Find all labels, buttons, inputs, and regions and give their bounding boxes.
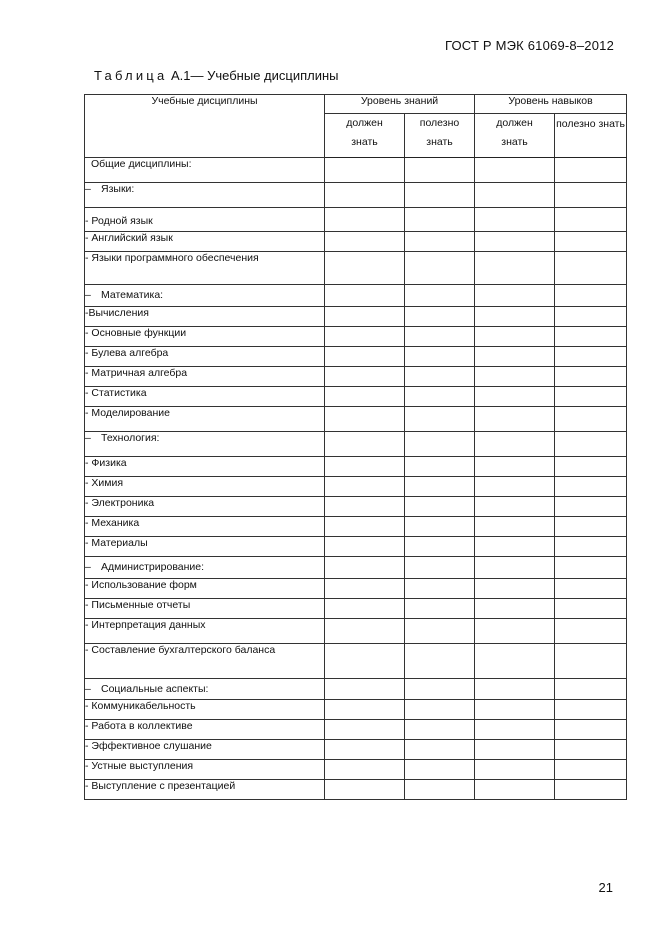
list-item: - Английский язык: [85, 232, 325, 252]
knowledge-level-header: Уровень знаний: [325, 95, 475, 114]
table-row: [85, 232, 627, 252]
table-row: [85, 327, 627, 347]
list-item: - Языки программного обеспечения: [85, 252, 325, 285]
table-row: [85, 347, 627, 367]
table-row: [85, 477, 627, 497]
list-item: - Механика: [85, 517, 325, 537]
caption-word: Таблица: [94, 68, 168, 83]
table-row: [85, 760, 627, 780]
table-row: [85, 579, 627, 599]
list-item: - Эффективное слушание: [85, 740, 325, 760]
category-technology: – Технология:: [85, 432, 325, 457]
list-item: - Материалы: [85, 537, 325, 557]
caption-title: А.1— Учебные дисциплины: [171, 68, 339, 83]
knowledge-must-know-header: должен знать: [325, 114, 405, 158]
category-general: Общие дисциплины:: [85, 158, 325, 183]
list-item: - Электроника: [85, 497, 325, 517]
list-item: - Статистика: [85, 387, 325, 407]
table-row: [85, 285, 627, 307]
list-item: - Работа в коллективе: [85, 720, 325, 740]
page-number: 21: [598, 880, 613, 895]
table-row: [85, 679, 627, 700]
table-row: [85, 557, 627, 579]
table-row: [85, 780, 627, 800]
category-math: – Математика:: [85, 285, 325, 307]
table-row: [85, 432, 627, 457]
table-row: [85, 183, 627, 208]
list-item: - Булева алгебра: [85, 347, 325, 367]
list-item: - Устные выступления: [85, 760, 325, 780]
skills-level-header: Уровень навыков: [475, 95, 627, 114]
table-row: [85, 457, 627, 477]
list-item: - Использование форм: [85, 579, 325, 599]
disciplines-table: [84, 94, 627, 800]
list-item: - Родной язык: [85, 208, 325, 232]
list-item: - Выступление с презентацией: [85, 780, 325, 800]
table-row: [85, 619, 627, 644]
category-social: – Социальные аспекты:: [85, 679, 325, 700]
knowledge-useful-header: полезно знать: [405, 114, 475, 158]
list-item: - Коммуникабельность: [85, 700, 325, 720]
table-row: [85, 387, 627, 407]
table-row: [85, 517, 627, 537]
table-row: [85, 720, 627, 740]
category-languages: – Языки:: [85, 183, 325, 208]
table-row: [85, 252, 627, 285]
table-caption: [94, 68, 339, 83]
table-row: [85, 700, 627, 720]
list-item: - Матричная алгебра: [85, 367, 325, 387]
category-administration: – Администрирование:: [85, 557, 325, 579]
list-item: - Химия: [85, 477, 325, 497]
subject-column-header: Учебные дисциплины: [85, 95, 325, 158]
table-row: [85, 599, 627, 619]
list-item: - Моделирование: [85, 407, 325, 432]
table-row: [85, 497, 627, 517]
list-item: - Письменные отчеты: [85, 599, 325, 619]
table-row: [85, 644, 627, 679]
table-row: [85, 740, 627, 760]
table-row: [85, 537, 627, 557]
list-item: - Физика: [85, 457, 325, 477]
list-item: - Основные функции: [85, 327, 325, 347]
table-row: [85, 367, 627, 387]
skills-useful-header: полезно знать: [555, 114, 627, 158]
list-item: - Составление бухгалтерского баланса: [85, 644, 325, 679]
table-row: [85, 407, 627, 432]
document-code: ГОСТ Р МЭК 61069-8–2012: [444, 38, 614, 53]
table-row: [85, 208, 627, 232]
table-row: [85, 307, 627, 327]
list-item: -Вычисления: [85, 307, 325, 327]
list-item: - Интерпретация данных: [85, 619, 325, 644]
skills-must-know-header: должен знать: [475, 114, 555, 158]
table-row: [85, 158, 627, 183]
